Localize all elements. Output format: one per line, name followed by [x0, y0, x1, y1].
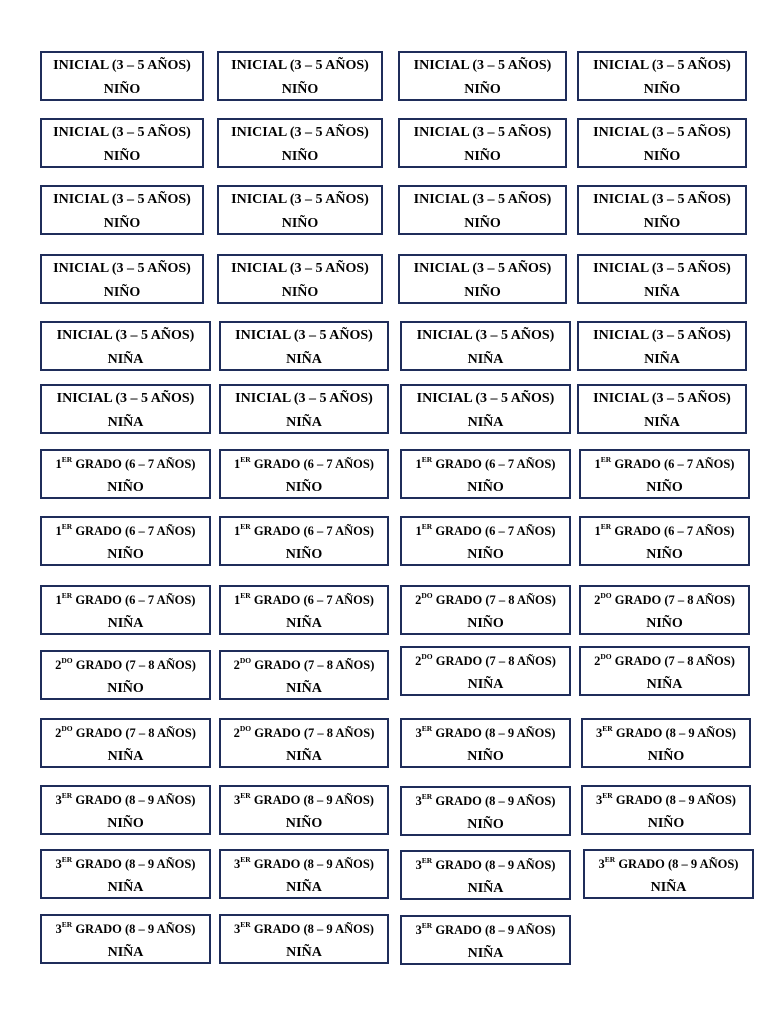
- label-card: [581, 718, 751, 768]
- ordinal-suffix: ER: [240, 590, 251, 600]
- level-suffix: GRADO (6 – 7 AÑOS): [72, 593, 196, 607]
- label-card: [40, 118, 204, 168]
- label-card: [40, 321, 211, 371]
- label-row: [0, 51, 768, 103]
- level-suffix: GRADO (8 – 9 AÑOS): [432, 726, 556, 740]
- gender-text: NIÑA: [286, 945, 322, 960]
- label-card: [40, 254, 204, 304]
- label-card: [398, 118, 567, 168]
- level-text: [585, 856, 752, 872]
- ordinal-suffix: ER: [602, 790, 613, 800]
- level-prefix: 3: [598, 857, 605, 871]
- ordinal-suffix: ER: [61, 590, 73, 600]
- level-suffix: GRADO (7 – 8 AÑOS): [611, 654, 735, 668]
- ordinal-suffix: ER: [61, 454, 73, 464]
- label-card: [217, 118, 383, 168]
- level-suffix: GRADO (6 – 7 AÑOS): [611, 524, 735, 538]
- level-prefix: INICIAL (3 – 5 AÑOS): [231, 192, 369, 207]
- label-card: [219, 849, 389, 899]
- level-text: [221, 592, 387, 608]
- label-card: [400, 646, 571, 696]
- level-prefix: 2: [55, 658, 62, 672]
- gender-text: NIÑA: [286, 415, 322, 430]
- gender-text: NIÑO: [643, 216, 681, 231]
- gender-text: NIÑO: [107, 547, 144, 562]
- ordinal-suffix: DO: [600, 651, 612, 661]
- level-text: [42, 792, 209, 808]
- ordinal-suffix: ER: [600, 454, 612, 464]
- level-text: [581, 653, 748, 669]
- label-card: [581, 785, 751, 835]
- level-text: [400, 58, 565, 74]
- gender-text: NIÑA: [467, 352, 504, 367]
- level-prefix: INICIAL (3 – 5 AÑOS): [56, 328, 195, 343]
- ordinal-suffix: DO: [61, 655, 73, 665]
- level-text: [219, 261, 381, 277]
- level-suffix: GRADO (6 – 7 AÑOS): [611, 457, 735, 471]
- level-text: [402, 523, 569, 539]
- level-prefix: 1: [55, 593, 62, 607]
- ordinal-suffix: ER: [602, 723, 613, 733]
- level-text: [221, 523, 387, 539]
- level-suffix: GRADO (8 – 9 AÑOS): [72, 793, 196, 807]
- gender-text: NIÑO: [646, 616, 683, 631]
- level-prefix: 2: [233, 658, 240, 672]
- ordinal-suffix: DO: [421, 651, 433, 661]
- ordinal-suffix: ER: [421, 920, 433, 930]
- label-row: [0, 516, 768, 568]
- level-suffix: GRADO (7 – 8 AÑOS): [432, 654, 556, 668]
- level-prefix: INICIAL (3 – 5 AÑOS): [53, 58, 191, 73]
- label-card: [400, 516, 571, 566]
- level-suffix: GRADO (8 – 9 AÑOS): [72, 857, 196, 871]
- label-card: [400, 786, 571, 836]
- label-card: [217, 185, 383, 235]
- level-suffix: GRADO (8 – 9 AÑOS): [72, 922, 196, 936]
- level-suffix: GRADO (8 – 9 AÑOS): [432, 858, 556, 872]
- label-card: [219, 516, 389, 566]
- level-text: [221, 391, 387, 407]
- level-text: [42, 125, 202, 141]
- label-row: [0, 118, 768, 170]
- level-prefix: INICIAL (3 – 5 AÑOS): [593, 125, 731, 140]
- label-card: [577, 51, 747, 101]
- level-text: [400, 125, 565, 141]
- ordinal-suffix: ER: [61, 919, 73, 929]
- ordinal-suffix: ER: [604, 854, 616, 864]
- label-card: [398, 254, 567, 304]
- level-text: [221, 456, 387, 472]
- label-card: [40, 185, 204, 235]
- ordinal-suffix: ER: [240, 454, 251, 464]
- label-card: [219, 785, 389, 835]
- level-suffix: GRADO (7 – 8 AÑOS): [611, 593, 735, 607]
- level-text: [42, 456, 209, 472]
- level-prefix: 3: [55, 922, 62, 936]
- ordinal-suffix: ER: [421, 855, 433, 865]
- gender-text: NIÑO: [464, 216, 501, 231]
- level-text: [221, 328, 387, 344]
- gender-text: NIÑO: [285, 480, 323, 495]
- level-text: [581, 456, 748, 472]
- label-card: [40, 718, 211, 768]
- label-row: [0, 914, 768, 966]
- gender-text: NIÑO: [643, 82, 681, 97]
- gender-text: NIÑO: [103, 285, 141, 300]
- ordinal-suffix: ER: [61, 854, 73, 864]
- label-card: [219, 321, 389, 371]
- gender-text: NIÑO: [646, 480, 683, 495]
- level-prefix: 1: [594, 457, 601, 471]
- label-card: [577, 384, 747, 434]
- gender-text: NIÑA: [467, 946, 504, 961]
- level-prefix: 2: [415, 593, 422, 607]
- level-text: [221, 856, 387, 872]
- ordinal-suffix: ER: [600, 521, 612, 531]
- label-card: [40, 51, 204, 101]
- level-prefix: 3: [596, 793, 603, 807]
- gender-text: NIÑO: [107, 681, 144, 696]
- level-text: [402, 592, 569, 608]
- gender-text: NIÑO: [647, 816, 685, 831]
- gender-text: NIÑA: [107, 415, 144, 430]
- level-prefix: INICIAL (3 – 5 AÑOS): [53, 125, 191, 140]
- label-card: [40, 849, 211, 899]
- level-prefix: 2: [55, 726, 62, 740]
- ordinal-suffix: ER: [421, 791, 433, 801]
- label-row: [0, 718, 768, 770]
- gender-text: NIÑA: [107, 945, 144, 960]
- level-text: [42, 261, 202, 277]
- label-row: [0, 785, 768, 837]
- gender-text: NIÑO: [643, 149, 681, 164]
- gender-text: NIÑO: [647, 749, 685, 764]
- level-text: [219, 58, 381, 74]
- gender-text: NIÑA: [646, 677, 683, 692]
- ordinal-suffix: ER: [240, 919, 251, 929]
- level-text: [579, 328, 745, 344]
- level-prefix: 2: [594, 654, 601, 668]
- label-card: [219, 718, 389, 768]
- level-prefix: INICIAL (3 – 5 AÑOS): [593, 261, 731, 276]
- label-card: [400, 850, 571, 900]
- gender-text: NIÑO: [467, 817, 504, 832]
- ordinal-suffix: DO: [239, 655, 252, 665]
- level-text: [221, 921, 387, 937]
- gender-text: NIÑA: [644, 352, 680, 367]
- ordinal-suffix: DO: [239, 723, 252, 733]
- gender-text: NIÑA: [107, 352, 144, 367]
- label-card: [40, 785, 211, 835]
- label-card: [217, 254, 383, 304]
- label-card: [579, 585, 750, 635]
- gender-text: NIÑO: [103, 149, 141, 164]
- label-card: [40, 449, 211, 499]
- gender-text: NIÑO: [646, 547, 683, 562]
- gender-text: NIÑO: [464, 82, 501, 97]
- level-text: [400, 192, 565, 208]
- label-card: [398, 51, 567, 101]
- gender-text: NIÑO: [281, 82, 319, 97]
- level-suffix: GRADO (7 – 8 AÑOS): [251, 726, 375, 740]
- level-prefix: INICIAL (3 – 5 AÑOS): [231, 58, 369, 73]
- gender-text: NIÑA: [286, 352, 322, 367]
- level-text: [42, 921, 209, 937]
- ordinal-suffix: DO: [421, 590, 433, 600]
- level-suffix: GRADO (7 – 8 AÑOS): [432, 593, 556, 607]
- gender-text: NIÑO: [285, 547, 323, 562]
- level-text: [579, 391, 745, 407]
- level-text: [402, 793, 569, 809]
- level-prefix: INICIAL (3 – 5 AÑOS): [53, 192, 191, 207]
- gender-text: NIÑO: [464, 149, 501, 164]
- ordinal-suffix: ER: [421, 723, 433, 733]
- gender-text: NIÑO: [281, 285, 319, 300]
- level-text: [581, 523, 748, 539]
- level-text: [579, 192, 745, 208]
- level-suffix: GRADO (8 – 9 AÑOS): [250, 793, 374, 807]
- gender-text: NIÑA: [644, 415, 680, 430]
- level-prefix: INICIAL (3 – 5 AÑOS): [593, 192, 731, 207]
- level-suffix: GRADO (7 – 8 AÑOS): [72, 658, 196, 672]
- ordinal-suffix: ER: [421, 454, 433, 464]
- level-suffix: GRADO (8 – 9 AÑOS): [432, 923, 556, 937]
- ordinal-suffix: ER: [240, 854, 251, 864]
- label-card: [219, 585, 389, 635]
- level-text: [402, 391, 569, 407]
- level-text: [42, 192, 202, 208]
- label-card: [400, 585, 571, 635]
- level-suffix: GRADO (6 – 7 AÑOS): [432, 457, 556, 471]
- level-suffix: GRADO (6 – 7 AÑOS): [72, 457, 196, 471]
- label-row: [0, 321, 768, 373]
- label-card: [217, 51, 383, 101]
- level-text: [579, 58, 745, 74]
- label-row: [0, 650, 768, 702]
- label-row: [0, 185, 768, 237]
- gender-text: NIÑO: [103, 82, 141, 97]
- label-card: [219, 914, 389, 964]
- gender-text: NIÑA: [286, 880, 322, 895]
- ordinal-suffix: ER: [61, 521, 73, 531]
- gender-text: NIÑA: [286, 681, 322, 696]
- gender-text: NIÑO: [107, 480, 144, 495]
- label-card: [219, 650, 389, 700]
- label-row: [0, 384, 768, 436]
- level-suffix: GRADO (6 – 7 AÑOS): [72, 524, 196, 538]
- level-suffix: GRADO (7 – 8 AÑOS): [251, 658, 375, 672]
- level-prefix: INICIAL (3 – 5 AÑOS): [413, 261, 552, 276]
- level-suffix: GRADO (8 – 9 AÑOS): [612, 793, 736, 807]
- level-text: [402, 725, 569, 741]
- label-card: [40, 585, 211, 635]
- gender-text: NIÑO: [281, 216, 319, 231]
- level-suffix: GRADO (6 – 7 AÑOS): [250, 524, 374, 538]
- level-text: [579, 125, 745, 141]
- label-card: [400, 915, 571, 965]
- label-row: [0, 449, 768, 501]
- gender-text: NIÑA: [467, 677, 504, 692]
- level-prefix: 2: [594, 593, 601, 607]
- level-prefix: INICIAL (3 – 5 AÑOS): [231, 125, 369, 140]
- label-card: [400, 384, 571, 434]
- level-prefix: 1: [55, 457, 62, 471]
- level-text: [402, 328, 569, 344]
- level-prefix: INICIAL (3 – 5 AÑOS): [413, 58, 552, 73]
- level-prefix: 3: [415, 794, 422, 808]
- label-card: [400, 718, 571, 768]
- level-text: [42, 328, 209, 344]
- level-prefix: INICIAL (3 – 5 AÑOS): [416, 328, 555, 343]
- ordinal-suffix: DO: [600, 590, 612, 600]
- label-card: [219, 384, 389, 434]
- level-prefix: 1: [234, 457, 241, 471]
- gender-text: NIÑO: [107, 816, 144, 831]
- level-suffix: GRADO (8 – 9 AÑOS): [612, 726, 736, 740]
- level-prefix: 3: [234, 857, 241, 871]
- gender-text: NIÑO: [281, 149, 319, 164]
- level-text: [42, 657, 209, 673]
- ordinal-suffix: DO: [61, 723, 73, 733]
- level-prefix: INICIAL (3 – 5 AÑOS): [235, 328, 373, 343]
- level-text: [581, 592, 748, 608]
- level-prefix: 3: [415, 923, 422, 937]
- gender-text: NIÑA: [107, 616, 144, 631]
- level-suffix: GRADO (6 – 7 AÑOS): [432, 524, 556, 538]
- level-suffix: GRADO (7 – 8 AÑOS): [72, 726, 196, 740]
- level-suffix: GRADO (8 – 9 AÑOS): [615, 857, 739, 871]
- level-prefix: INICIAL (3 – 5 AÑOS): [235, 391, 373, 406]
- ordinal-suffix: ER: [240, 790, 251, 800]
- level-prefix: INICIAL (3 – 5 AÑOS): [413, 192, 552, 207]
- level-prefix: 1: [234, 524, 241, 538]
- label-card: [398, 185, 567, 235]
- gender-text: NIÑO: [464, 285, 501, 300]
- gender-text: NIÑA: [644, 285, 680, 300]
- level-text: [402, 922, 569, 938]
- label-card: [40, 516, 211, 566]
- level-prefix: 1: [594, 524, 601, 538]
- gender-text: NIÑO: [467, 616, 504, 631]
- label-card: [40, 650, 211, 700]
- level-prefix: INICIAL (3 – 5 AÑOS): [413, 125, 552, 140]
- label-row: [0, 254, 768, 306]
- level-suffix: GRADO (8 – 9 AÑOS): [250, 857, 374, 871]
- gender-text: NIÑA: [467, 415, 504, 430]
- label-card: [577, 118, 747, 168]
- gender-text: NIÑA: [107, 880, 144, 895]
- level-suffix: GRADO (8 – 9 AÑOS): [250, 922, 374, 936]
- gender-text: NIÑA: [650, 880, 687, 895]
- label-card: [583, 849, 754, 899]
- level-text: [583, 725, 749, 741]
- gender-text: NIÑA: [467, 881, 504, 896]
- level-prefix: 3: [55, 857, 62, 871]
- level-prefix: 2: [415, 654, 422, 668]
- level-text: [219, 192, 381, 208]
- level-text: [221, 792, 387, 808]
- label-card: [579, 516, 750, 566]
- label-row: [0, 585, 768, 637]
- level-prefix: 3: [415, 726, 422, 740]
- gender-text: NIÑA: [107, 749, 144, 764]
- ordinal-suffix: ER: [61, 790, 73, 800]
- level-text: [42, 856, 209, 872]
- label-card: [40, 914, 211, 964]
- level-text: [42, 592, 209, 608]
- label-card: [40, 384, 211, 434]
- gender-text: NIÑA: [286, 749, 322, 764]
- level-text: [42, 725, 209, 741]
- level-prefix: 1: [234, 593, 241, 607]
- gender-text: NIÑO: [467, 547, 504, 562]
- level-text: [42, 523, 209, 539]
- gender-text: NIÑO: [467, 749, 504, 764]
- label-card: [400, 321, 571, 371]
- level-prefix: 3: [415, 858, 422, 872]
- gender-text: NIÑO: [467, 480, 504, 495]
- label-card: [577, 321, 747, 371]
- level-prefix: INICIAL (3 – 5 AÑOS): [231, 261, 369, 276]
- level-text: [42, 391, 209, 407]
- level-prefix: 3: [234, 793, 241, 807]
- level-text: [579, 261, 745, 277]
- level-text: [400, 261, 565, 277]
- level-text: [402, 857, 569, 873]
- label-card: [579, 449, 750, 499]
- level-text: [219, 125, 381, 141]
- level-prefix: 3: [55, 793, 62, 807]
- level-text: [221, 657, 387, 673]
- level-suffix: GRADO (6 – 7 AÑOS): [250, 457, 374, 471]
- gender-text: NIÑO: [103, 216, 141, 231]
- level-text: [42, 58, 202, 74]
- level-suffix: GRADO (6 – 7 AÑOS): [250, 593, 374, 607]
- gender-text: NIÑA: [286, 616, 322, 631]
- level-prefix: INICIAL (3 – 5 AÑOS): [53, 261, 191, 276]
- level-text: [402, 456, 569, 472]
- level-text: [402, 653, 569, 669]
- level-prefix: INICIAL (3 – 5 AÑOS): [593, 391, 731, 406]
- level-prefix: 2: [233, 726, 240, 740]
- level-prefix: 3: [596, 726, 603, 740]
- label-card: [577, 185, 747, 235]
- label-card: [219, 449, 389, 499]
- level-prefix: INICIAL (3 – 5 AÑOS): [56, 391, 195, 406]
- level-text: [583, 792, 749, 808]
- level-text: [221, 725, 387, 741]
- level-prefix: 1: [415, 524, 422, 538]
- gender-text: NIÑO: [285, 816, 323, 831]
- label-card: [579, 646, 750, 696]
- label-card: [400, 449, 571, 499]
- ordinal-suffix: ER: [240, 521, 251, 531]
- ordinal-suffix: ER: [421, 521, 433, 531]
- level-prefix: INICIAL (3 – 5 AÑOS): [593, 328, 731, 343]
- level-prefix: INICIAL (3 – 5 AÑOS): [416, 391, 555, 406]
- level-prefix: 1: [55, 524, 62, 538]
- label-card: [577, 254, 747, 304]
- level-prefix: INICIAL (3 – 5 AÑOS): [593, 58, 731, 73]
- level-prefix: 1: [415, 457, 422, 471]
- level-prefix: 3: [234, 922, 241, 936]
- label-row: [0, 849, 768, 901]
- level-suffix: GRADO (8 – 9 AÑOS): [432, 794, 556, 808]
